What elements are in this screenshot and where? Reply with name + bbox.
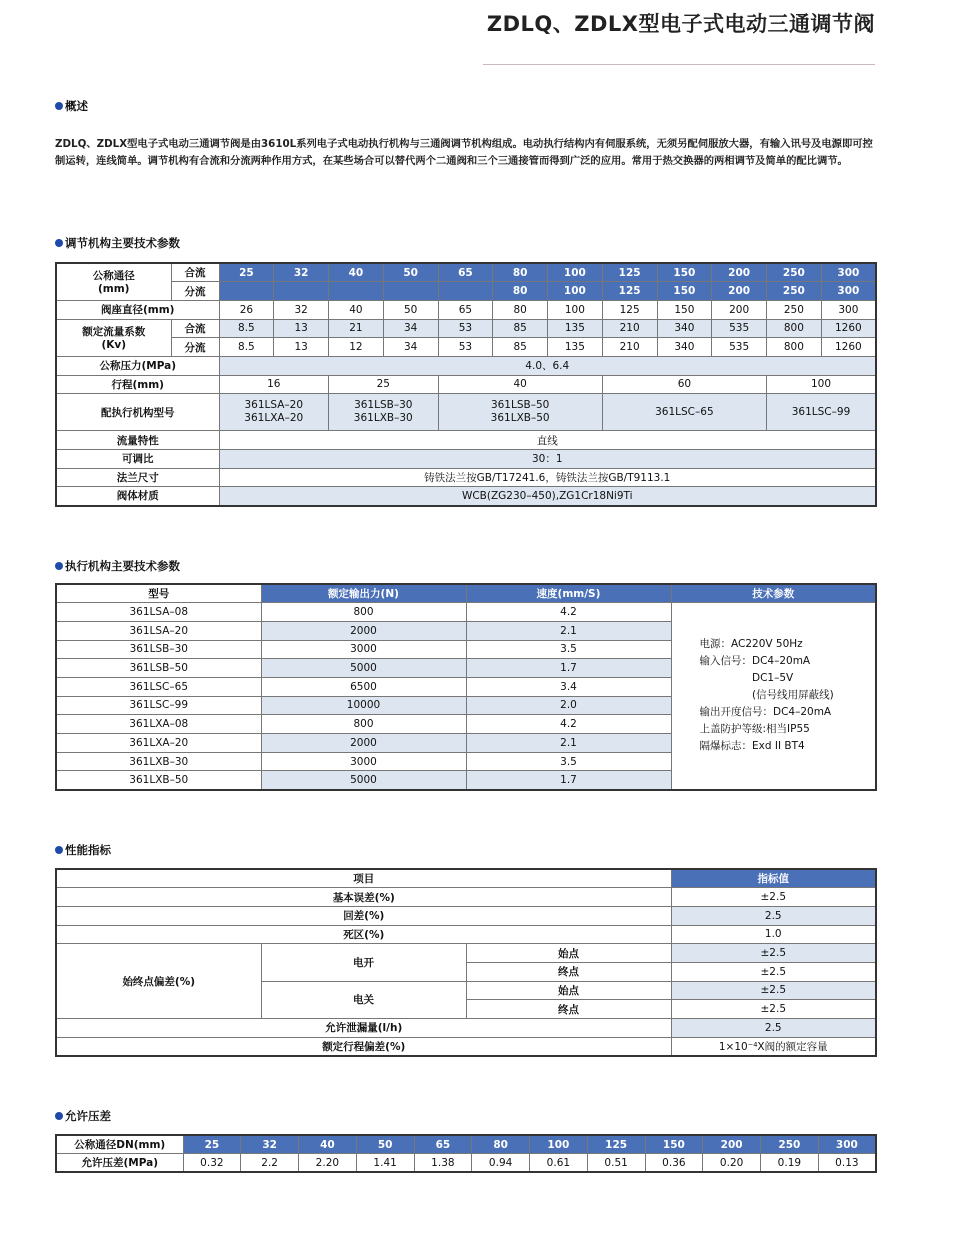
table-cell: 100 <box>530 1135 588 1154</box>
table-cell: 300 <box>821 282 876 301</box>
table-cell: 85 <box>493 338 548 357</box>
table-cell: 340 <box>657 319 712 338</box>
row-sublabel: 合流 <box>171 263 219 282</box>
table-cell: 361LSA–20 361LXA–20 <box>219 394 329 431</box>
table-cell: 0.61 <box>530 1154 588 1173</box>
table-cell: 40 <box>299 1135 357 1154</box>
table-cell: 13 <box>274 338 329 357</box>
table-cell: 361LXB–50 <box>56 771 261 790</box>
table-cell: 210 <box>602 319 657 338</box>
table-cell: ±2.5 <box>671 962 876 981</box>
table-cell: 250 <box>761 1135 819 1154</box>
table-cell <box>219 282 274 301</box>
table-cell <box>329 282 384 301</box>
table-cell: 2.2 <box>241 1154 299 1173</box>
table-cell: 361LSC–65 <box>602 394 766 431</box>
pressure-diff-row <box>56 1154 876 1173</box>
table-cell: 终点 <box>466 1000 671 1019</box>
row-label: 死区(%) <box>56 925 671 944</box>
table-cell: 125 <box>587 1135 645 1154</box>
actuator-params-table <box>55 583 877 791</box>
table-cell: 150 <box>645 1135 703 1154</box>
section-actuator-params <box>55 558 180 574</box>
table-cell: 2000 <box>261 734 466 753</box>
row-label: 允许泄漏量(l/h) <box>56 1019 671 1038</box>
table-cell: 53 <box>438 319 493 338</box>
performance-table <box>55 868 877 1057</box>
table-cell: 1.38 <box>414 1154 472 1173</box>
section-title: 性能指标 <box>65 843 111 857</box>
row-label: 基本误差(%) <box>56 888 671 907</box>
stroke-dev-row <box>56 1037 876 1056</box>
dn-split-row <box>56 282 876 301</box>
row-sublabel: 合流 <box>171 319 219 338</box>
table-cell: 150 <box>657 263 712 282</box>
table-cell: 2.1 <box>466 621 671 640</box>
bullet-icon <box>55 1112 63 1120</box>
kv-merge-row <box>56 319 876 338</box>
table-cell: 30：1 <box>219 450 876 469</box>
column-header: 型号 <box>56 584 261 603</box>
table-cell: 200 <box>712 300 767 319</box>
section-performance <box>55 842 111 858</box>
section-pressure-diff <box>55 1108 111 1124</box>
table-cell: 2.1 <box>466 734 671 753</box>
table-cell: ±2.5 <box>671 888 876 907</box>
flow-row <box>56 431 876 450</box>
table-cell: 135 <box>548 319 603 338</box>
row-sublabel: 分流 <box>171 338 219 357</box>
table-cell: 1.7 <box>466 659 671 678</box>
table-cell: 210 <box>602 338 657 357</box>
table-cell: 26 <box>219 300 274 319</box>
table-cell: 361LSC–65 <box>56 677 261 696</box>
section-title: 概述 <box>65 99 88 113</box>
table-cell: 0.36 <box>645 1154 703 1173</box>
table-cell <box>438 282 493 301</box>
table-cell: 3.5 <box>466 752 671 771</box>
row-label: 公称通径DN(mm) <box>56 1135 183 1154</box>
table-cell: 34 <box>383 319 438 338</box>
table-cell: 8.5 <box>219 319 274 338</box>
row-label: 阀体材质 <box>56 487 219 506</box>
column-header: 项目 <box>56 869 671 888</box>
table-cell: 150 <box>657 300 712 319</box>
table-cell: 100 <box>767 375 877 394</box>
table-cell: 0.51 <box>587 1154 645 1173</box>
table-cell: 6500 <box>261 677 466 696</box>
tech-spec-line: 电源：AC220V 50Hz <box>699 638 803 651</box>
row-label: 阀座直径(mm) <box>56 300 219 319</box>
table-cell: 361LXA–08 <box>56 715 261 734</box>
title-divider <box>483 64 875 65</box>
row-label: 可调比 <box>56 450 219 469</box>
table-cell: 32 <box>274 263 329 282</box>
row-label: 公称压力(MPa) <box>56 356 219 375</box>
seat-row <box>56 300 876 319</box>
row-label: 配执行机构型号 <box>56 394 219 431</box>
table-cell: 25 <box>219 263 274 282</box>
table-cell: 3000 <box>261 640 466 659</box>
table-cell: 1260 <box>821 319 876 338</box>
bullet-icon <box>55 562 63 570</box>
dn-merge-row <box>56 263 876 282</box>
table-cell: 3000 <box>261 752 466 771</box>
tech-spec-line: 隔爆标志：Exd II BT4 <box>699 740 805 753</box>
table-cell: 1×10⁻⁴X阀的额定容量 <box>671 1037 876 1056</box>
row-label: 允许压差(MPa) <box>56 1154 183 1173</box>
table-cell: 40 <box>329 300 384 319</box>
row-label: 回差(%) <box>56 906 671 925</box>
table-cell: 80 <box>472 1135 530 1154</box>
table-cell: 535 <box>712 338 767 357</box>
leakage-row <box>56 1019 876 1038</box>
pressure-diff-table <box>55 1134 877 1173</box>
bullet-icon <box>55 102 63 110</box>
table-cell: 80 <box>493 282 548 301</box>
table-cell: 65 <box>438 300 493 319</box>
table-row <box>56 944 876 963</box>
table-cell: 125 <box>602 300 657 319</box>
table-cell: 60 <box>602 375 766 394</box>
table-cell: 361LSB–50 361LXB–50 <box>438 394 602 431</box>
table-cell: 40 <box>329 263 384 282</box>
table-cell: 300 <box>821 263 876 282</box>
table-cell: ±2.5 <box>671 1000 876 1019</box>
page-title: ZDLQ、ZDLX型电子式电动三通调节阀 <box>486 12 875 36</box>
table-cell: 535 <box>712 319 767 338</box>
table-cell: 2.5 <box>671 906 876 925</box>
tech-spec-line: 输出开度信号：DC4–20mA <box>699 706 832 719</box>
table-cell: 2.0 <box>466 696 671 715</box>
table-cell: 2.20 <box>299 1154 357 1173</box>
table-cell: 40 <box>438 375 602 394</box>
table-cell: 200 <box>712 282 767 301</box>
section-title: 执行机构主要技术参数 <box>65 559 180 573</box>
section-title: 允许压差 <box>65 1109 111 1123</box>
table-cell: 361LSA–08 <box>56 603 261 622</box>
table-cell: ±2.5 <box>671 981 876 1000</box>
material-row <box>56 487 876 506</box>
table-cell: 150 <box>657 282 712 301</box>
column-header: 速度(mm/S) <box>466 584 671 603</box>
table-cell: 300 <box>821 300 876 319</box>
table-cell: 10000 <box>261 696 466 715</box>
table-cell: 361LSC–99 <box>56 696 261 715</box>
table-cell: 361LSC–99 <box>767 394 877 431</box>
table-cell: 32 <box>274 300 329 319</box>
table-cell: 终点 <box>466 962 671 981</box>
table-cell: 800 <box>261 603 466 622</box>
table-cell: 50 <box>383 300 438 319</box>
row-label: 额定行程偏差(%) <box>56 1037 671 1056</box>
table-cell: 始点 <box>466 944 671 963</box>
tech-spec-line: 输入信号：DC4–20mA <box>699 655 811 668</box>
actuator-row <box>56 394 876 431</box>
column-header: 额定输出力(N) <box>261 584 466 603</box>
table-cell: 100 <box>548 282 603 301</box>
range-row <box>56 450 876 469</box>
table-cell: 34 <box>383 338 438 357</box>
table-cell: 50 <box>383 263 438 282</box>
row-label: 流量特性 <box>56 431 219 450</box>
table-cell: 1260 <box>821 338 876 357</box>
table-cell: 始点 <box>466 981 671 1000</box>
hysteresis-row <box>56 906 876 925</box>
table-cell: 340 <box>657 338 712 357</box>
table-cell: 361LSB–30 361LXB–30 <box>329 394 439 431</box>
table-cell: 8.5 <box>219 338 274 357</box>
table-cell: 80 <box>493 263 548 282</box>
table-cell: 2000 <box>261 621 466 640</box>
table-cell: 4.2 <box>466 603 671 622</box>
table-cell: 53 <box>438 338 493 357</box>
dn-row <box>56 1135 876 1154</box>
table-cell: 4.2 <box>466 715 671 734</box>
table-cell: 100 <box>548 263 603 282</box>
table-cell: 16 <box>219 375 329 394</box>
table-cell: 800 <box>767 338 822 357</box>
table-cell: 4.0、6.4 <box>219 356 876 375</box>
valve-params-table <box>55 262 877 507</box>
table-cell: 0.94 <box>472 1154 530 1173</box>
row-sublabel: 分流 <box>171 282 219 301</box>
section-valve-params <box>55 235 180 251</box>
table-cell: 800 <box>261 715 466 734</box>
flange-row <box>56 468 876 487</box>
row-label: 行程(mm) <box>56 375 219 394</box>
table-cell: 361LSA–20 <box>56 621 261 640</box>
table-cell: 1.0 <box>671 925 876 944</box>
table-cell: 2.5 <box>671 1019 876 1038</box>
table-cell: 32 <box>241 1135 299 1154</box>
table-cell: 3.5 <box>466 640 671 659</box>
table-cell: 5000 <box>261 659 466 678</box>
table-cell: 25 <box>329 375 439 394</box>
row-label: 公称通径 (mm) <box>56 263 171 300</box>
table-cell: WCB(ZG230–450),ZG1Cr18Ni9Ti <box>219 487 876 506</box>
table-cell: 0.19 <box>761 1154 819 1173</box>
tech-spec-line: (信号线用屏蔽线) <box>699 689 834 702</box>
table-cell: 1.41 <box>356 1154 414 1173</box>
header-row <box>56 869 876 888</box>
table-cell: 250 <box>767 263 822 282</box>
table-cell: 0.32 <box>183 1154 241 1173</box>
column-header: 指标值 <box>671 869 876 888</box>
table-cell: 21 <box>329 319 384 338</box>
row-label: 额定流量系数 (Kv) <box>56 319 171 356</box>
column-header: 技术参数 <box>671 584 876 603</box>
table-cell: 直线 <box>219 431 876 450</box>
table-cell: 361LXB–30 <box>56 752 261 771</box>
table-cell: 65 <box>438 263 493 282</box>
table-cell: 铸铁法兰按GB/T17241.6，铸铁法兰按GB/T9113.1 <box>219 468 876 487</box>
bullet-icon <box>55 846 63 854</box>
tech-specs-cell <box>671 603 876 790</box>
row-sublabel: 电关 <box>261 981 466 1018</box>
table-cell: 13 <box>274 319 329 338</box>
basic_error-row <box>56 888 876 907</box>
header-row <box>56 584 876 603</box>
dead_zone-row <box>56 925 876 944</box>
table-cell <box>383 282 438 301</box>
table-cell: 80 <box>493 300 548 319</box>
table-cell: 800 <box>767 319 822 338</box>
table-cell: 65 <box>414 1135 472 1154</box>
table-cell: 250 <box>767 282 822 301</box>
table-cell: 5000 <box>261 771 466 790</box>
table-cell: 0.20 <box>703 1154 761 1173</box>
row-label: 始终点偏差(%) <box>56 944 261 1019</box>
table-cell <box>274 282 329 301</box>
table-cell: 361LXA–20 <box>56 734 261 753</box>
table-cell: 250 <box>767 300 822 319</box>
table-cell: 85 <box>493 319 548 338</box>
table-cell: 361LSB–50 <box>56 659 261 678</box>
table-cell: 300 <box>818 1135 876 1154</box>
table-row <box>56 603 876 622</box>
tech-spec-line: 上盖防护等级:相当IP55 <box>699 723 810 736</box>
table-cell: 361LSB–30 <box>56 640 261 659</box>
table-cell: 50 <box>356 1135 414 1154</box>
section-title: 调节机构主要技术参数 <box>65 236 180 250</box>
bullet-icon <box>55 239 63 247</box>
table-cell: 125 <box>602 282 657 301</box>
table-cell: 135 <box>548 338 603 357</box>
table-cell: 25 <box>183 1135 241 1154</box>
section-overview <box>55 98 88 114</box>
table-cell: 125 <box>602 263 657 282</box>
table-cell: ±2.5 <box>671 944 876 963</box>
table-cell: 200 <box>703 1135 761 1154</box>
table-cell: 12 <box>329 338 384 357</box>
table-cell: 1.7 <box>466 771 671 790</box>
pressure-row <box>56 356 876 375</box>
tech-spec-line: DC1–5V <box>699 672 794 685</box>
table-cell: 200 <box>712 263 767 282</box>
row-sublabel: 电开 <box>261 944 466 981</box>
stroke-row <box>56 375 876 394</box>
table-cell: 100 <box>548 300 603 319</box>
intro-paragraph: ZDLQ、ZDLX型电子式电动三通调节阀是由3610L系列电子式电动执行机构与三通阀调节机构组成。电动执行结构内有伺服系统，无须另配伺服放大器，有输入讯号及电源即可控制运转，连线简单。调节机构有合流和分流两种作用方式，在某些场合可以替代两个二通阀和三个三通接管而得到广泛的应用。常用于热交换器的两相调节及简单的配比调节。 <box>55 138 873 167</box>
table-cell: 3.4 <box>466 677 671 696</box>
kv-split-row <box>56 338 876 357</box>
row-label: 法兰尺寸 <box>56 468 219 487</box>
table-cell: 0.13 <box>818 1154 876 1173</box>
